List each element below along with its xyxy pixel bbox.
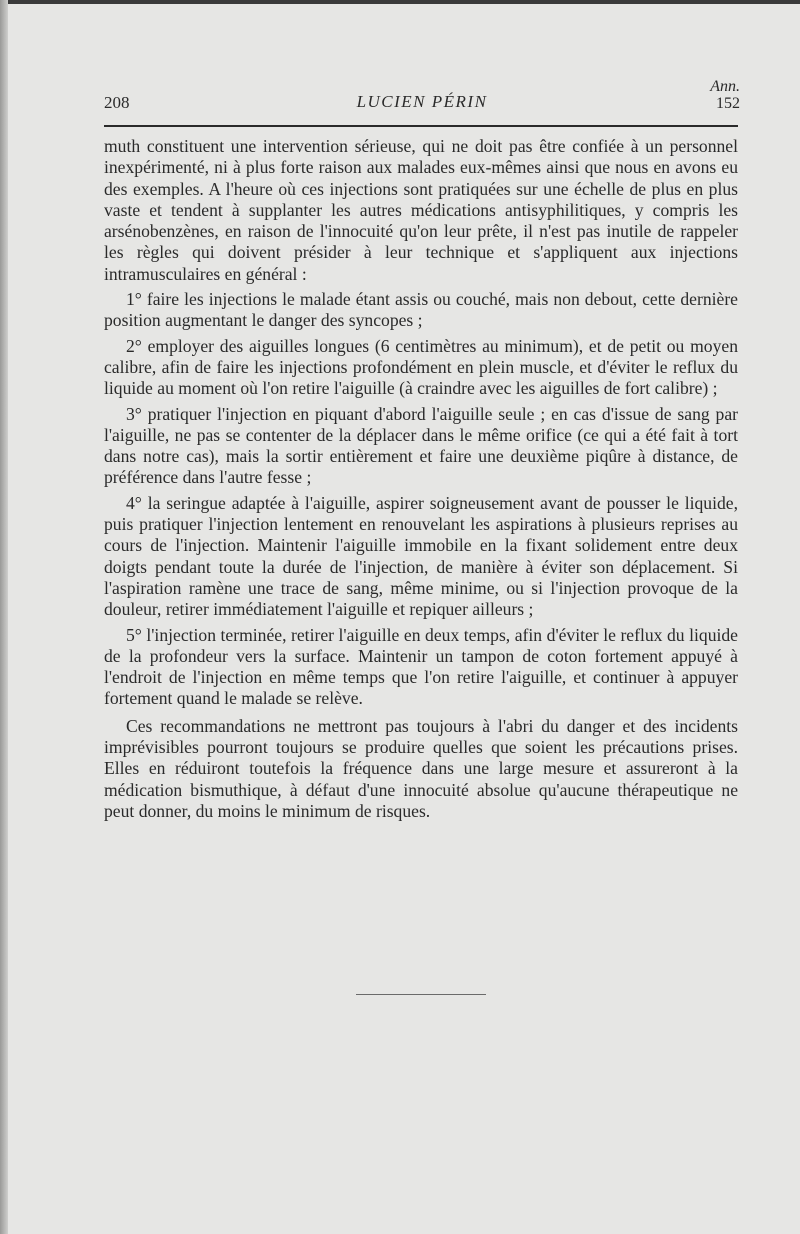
conclusion-paragraph: Ces recommandations ne mettront pas toujours à l'abri du danger et des incidents imprévisibles pourront toujours se produire quelles que soient les précautions prises. Elles en réduiront toutefois la fréquence dans une large mesure et assureront à la médication bismuthique, à défaut d'une innocuité absolue qu'aucune thérapeutique ne peut donner, du moins le minimum de risques. — [104, 715, 738, 821]
running-title: LUCIEN PÉRIN — [356, 92, 488, 111]
page-number: 208 — [104, 93, 130, 112]
annals-number: 152 — [716, 95, 740, 112]
header-rule — [104, 125, 738, 127]
end-rule — [356, 994, 486, 995]
recommendation-1: 1° faire les injections le malade étant assis ou couché, mais non debout, cette dernière position augmentant le danger des syncopes ; — [104, 289, 738, 331]
recommendation-3: 3° pratiquer l'injection en piquant d'abord l'aiguille seule ; en cas d'issue de sang par l'aiguille, ne pas se contenter de la déplacer dans le même orifice (ce qui a été fait à tort dans notre cas), mais la sortir entièrement et faire une deuxième piqûre à distance, de préférence dans l'autre fesse ; — [104, 403, 738, 488]
recommendation-4: 4° la seringue adaptée à l'aiguille, aspirer soigneusement avant de pousser le liquide, puis pratiquer l'injection lentement en renouvelant les aspirations à plusieurs reprises au cours de l'injection. Maintenir l'aiguille immobile en la fixant solidement entre deux doigts pendant toute la durée de l'injection, de manière à éviter son déplacement. Si l'aspiration ramène une trace de sang, même minime, ou si l'injection provoque de la douleur, retirer immédiatement l'aiguille et repiquer ailleurs ; — [104, 492, 738, 620]
page-header — [104, 78, 740, 126]
annals-reference — [710, 78, 740, 112]
recommendation-5: 5° l'injection terminée, retirer l'aiguille en deux temps, afin d'éviter le reflux du liquide de la profondeur vers la surface. Maintenir un tampon de coton fortement appuyé à l'endroit de l'injection en même temps que l'on retire l'aiguille, et continuer à appuyer fortement quand le malade se relève. — [104, 624, 738, 709]
annals-label: Ann. — [710, 78, 740, 95]
recommendation-2: 2° employer des aiguilles longues (6 centimètres au minimum), et de petit ou moyen calibre, afin de faire les injections profondément en plein muscle, et d'éviter le reflux du liquide au moment où l'on retire l'aiguille (à craindre avec les aiguilles de fort calibre) ; — [104, 335, 738, 399]
page-top-edge — [0, 0, 800, 4]
paragraph-continuation: muth constituent une intervention sérieuse, qui ne doit pas être confiée à un personnel inexpérimenté, ni à plus forte raison aux malades eux-mêmes ainsi que nous en avons eu des exemples. A l'heure où ces injections sont pratiquées sur une échelle de plus en plus vaste et tendent à supplanter les autres médications antisyphilitiques, y compris les arsénobenzènes, en raison de l'innocuité qu'on leur prête, il n'est pas inutile de rappeler les règles qui doivent présider à leur technique et s'appliquent aux injections intramusculaires en général : — [104, 136, 738, 284]
page-binding-edge — [0, 0, 8, 1234]
body-text — [104, 136, 738, 826]
